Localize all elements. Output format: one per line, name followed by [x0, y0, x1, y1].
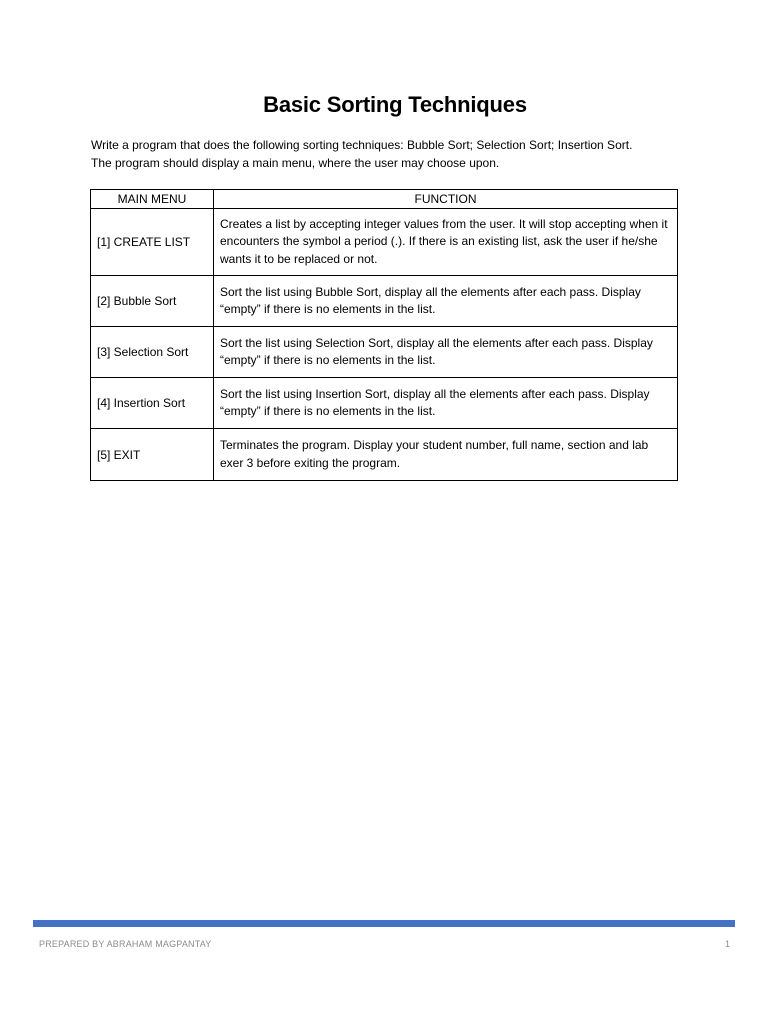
function-description-cell: Sort the list using Insertion Sort, display all the elements after each pass. Display “empty” if there is no elements in the list. — [214, 378, 678, 429]
table-row — [91, 429, 678, 481]
menu-option-cell: [3] Selection Sort — [91, 327, 214, 378]
function-description-cell: Sort the list using Selection Sort, display all the elements after each pass. Display “empty” if there is no elements in the list. — [214, 327, 678, 378]
menu-option-cell: [1] CREATE LIST — [91, 209, 214, 276]
table-row — [91, 327, 678, 378]
document-title: Basic Sorting Techniques — [263, 92, 527, 117]
footer-divider-bar — [33, 920, 735, 927]
header-function: FUNCTION — [214, 190, 678, 209]
main-menu-table — [90, 189, 678, 481]
table-header-row — [91, 190, 678, 209]
function-description-cell: Sort the list using Bubble Sort, display all the elements after each pass. Display “empty” if there is no elements in the list. — [214, 276, 678, 327]
menu-option-cell: [4] Insertion Sort — [91, 378, 214, 429]
menu-option-cell: [2] Bubble Sort — [91, 276, 214, 327]
table-row — [91, 378, 678, 429]
footer-page-number: 1 — [724, 939, 730, 949]
intro-line-2: The program should display a main menu, where the user may choose upon. — [91, 155, 500, 170]
function-description-cell: Creates a list by accepting integer values from the user. It will stop accepting when it encounters the symbol a period (.). If there is an existing list, ask the user if he/she wants it to be replaced or not. — [214, 209, 678, 276]
footer-prepared-by: PREPARED BY ABRAHAM MAGPANTAY — [39, 939, 212, 949]
header-main-menu: MAIN MENU — [91, 190, 214, 209]
intro-line-1: Write a program that does the following sorting techniques: Bubble Sort; Selection Sort; Insertion Sort. — [91, 138, 633, 152]
table-row — [91, 276, 678, 327]
intro-paragraph — [91, 137, 691, 172]
function-description-cell: Terminates the program. Display your student number, full name, section and lab exer 3 before exiting the program. — [214, 429, 678, 481]
table-row — [91, 209, 678, 276]
menu-option-cell: [5] EXIT — [91, 429, 214, 481]
